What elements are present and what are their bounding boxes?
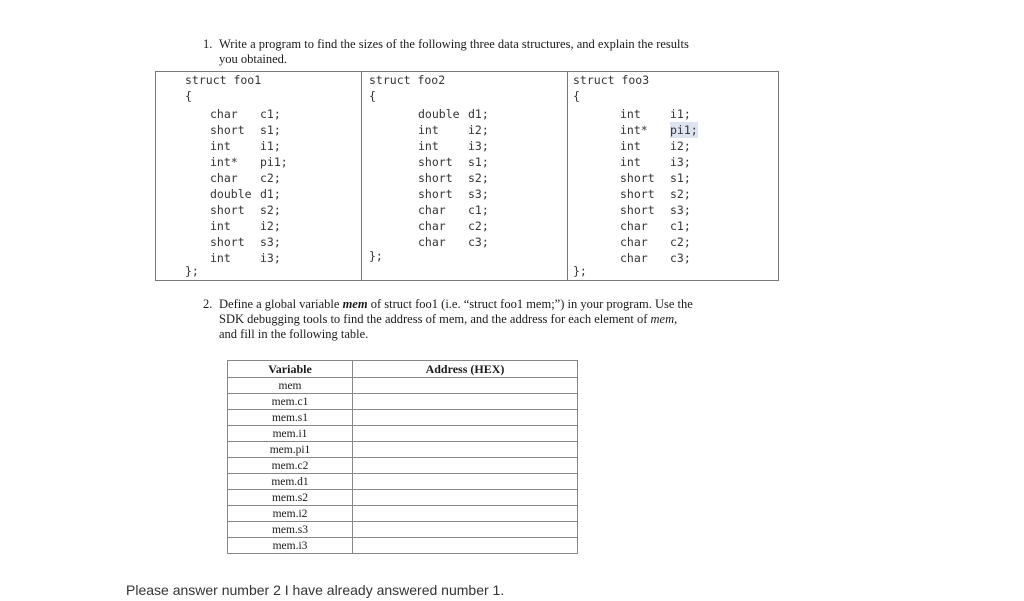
address-cell[interactable]	[353, 458, 578, 474]
field-name: i2;	[670, 139, 691, 153]
struct-field	[418, 106, 489, 122]
field-name: s2;	[670, 187, 691, 201]
header-address: Address (HEX)	[353, 361, 578, 378]
address-cell[interactable]	[353, 522, 578, 538]
struct-field	[620, 170, 698, 186]
struct-foo1-cell	[156, 72, 362, 281]
address-cell[interactable]	[353, 426, 578, 442]
struct-field	[210, 218, 288, 234]
variable-cell: mem.c1	[228, 394, 353, 410]
variable-cell: mem.s3	[228, 522, 353, 538]
variable-cell: mem.i3	[228, 538, 353, 554]
field-type: char	[418, 235, 446, 249]
struct-field	[620, 218, 698, 234]
field-name: s2;	[260, 203, 281, 217]
variable-cell: mem.s2	[228, 490, 353, 506]
struct-field	[210, 234, 288, 250]
struct-foo3-fields	[620, 106, 698, 266]
field-type: int	[620, 155, 641, 169]
table-row	[228, 378, 578, 394]
field-type: short	[210, 203, 245, 217]
address-cell[interactable]	[353, 442, 578, 458]
struct-field	[210, 106, 288, 122]
field-name: c3;	[468, 235, 489, 249]
question-2-line1-a: Define a global variable	[219, 297, 343, 311]
struct-foo1-fields	[210, 106, 288, 266]
table-row	[228, 394, 578, 410]
address-cell[interactable]	[353, 378, 578, 394]
struct-field	[620, 186, 698, 202]
field-type: short	[210, 235, 245, 249]
variable-cell: mem.d1	[228, 474, 353, 490]
table-row	[228, 506, 578, 522]
field-type: int	[620, 107, 641, 121]
field-name: c2;	[260, 171, 281, 185]
address-cell[interactable]	[353, 394, 578, 410]
field-type: char	[210, 107, 238, 121]
field-type: int	[418, 139, 439, 153]
field-type: short	[418, 187, 453, 201]
field-name: d1;	[468, 107, 489, 121]
field-type: short	[418, 171, 453, 185]
user-note: Please answer number 2 I have already answered number 1.	[126, 582, 505, 598]
struct-foo2-close-brace: };	[369, 249, 383, 263]
field-name: i3;	[468, 139, 489, 153]
struct-foo2-name: struct foo2	[369, 73, 446, 87]
question-2	[203, 297, 763, 342]
field-type: int	[210, 251, 231, 265]
field-name: d1;	[260, 187, 281, 201]
field-name: i1;	[670, 107, 691, 121]
field-type: short	[620, 203, 655, 217]
struct-field	[210, 154, 288, 170]
question-2-mem-emphasis: mem	[342, 297, 368, 311]
field-type: int*	[210, 155, 238, 169]
field-name: pi1;	[670, 123, 698, 137]
field-name: s3;	[670, 203, 691, 217]
table-row	[228, 490, 578, 506]
field-name: c3;	[670, 251, 691, 265]
address-cell[interactable]	[353, 410, 578, 426]
field-name: s2;	[468, 171, 489, 185]
table-row	[228, 474, 578, 490]
variable-cell: mem.i2	[228, 506, 353, 522]
question-1-number: 1.	[203, 37, 213, 51]
question-2-number: 2.	[203, 297, 213, 311]
field-type: char	[620, 251, 648, 265]
question-1-text-line1: Write a program to find the sizes of the following three data structures, and explain the results	[219, 37, 689, 51]
struct-definitions-table	[155, 71, 779, 281]
question-2-line3: and fill in the following table.	[219, 327, 369, 341]
struct-field	[210, 186, 288, 202]
struct-field	[418, 234, 489, 250]
struct-field	[418, 122, 489, 138]
field-name: s3;	[260, 235, 281, 249]
struct-field	[620, 234, 698, 250]
variable-cell: mem.i1	[228, 426, 353, 442]
header-variable: Variable	[228, 361, 353, 378]
struct-foo3-open-brace: {	[573, 89, 580, 103]
field-name: c2;	[468, 219, 489, 233]
field-type: int	[210, 139, 231, 153]
field-type: char	[418, 219, 446, 233]
struct-field	[620, 138, 698, 154]
field-name: pi1;	[260, 155, 288, 169]
field-name: s1;	[468, 155, 489, 169]
address-table	[227, 360, 578, 554]
address-cell[interactable]	[353, 538, 578, 554]
field-type: int	[210, 219, 231, 233]
variable-cell: mem.pi1	[228, 442, 353, 458]
table-row	[228, 522, 578, 538]
question-1	[203, 37, 763, 67]
struct-foo3-close-brace: };	[573, 264, 587, 278]
struct-field	[418, 138, 489, 154]
field-name: c2;	[670, 235, 691, 249]
table-row	[228, 442, 578, 458]
field-type: char	[620, 235, 648, 249]
struct-field	[210, 138, 288, 154]
struct-foo1-open-brace: {	[185, 89, 192, 103]
field-type: short	[418, 155, 453, 169]
struct-foo2-cell	[362, 72, 568, 281]
field-type: char	[620, 219, 648, 233]
struct-foo3-name: struct foo3	[573, 73, 650, 87]
struct-field	[620, 250, 698, 266]
field-name: c1;	[260, 107, 281, 121]
field-name: s3;	[468, 187, 489, 201]
struct-foo2-fields	[418, 106, 489, 250]
field-name: i2;	[468, 123, 489, 137]
field-type: int	[418, 123, 439, 137]
field-type: int*	[620, 123, 648, 137]
field-type: double	[210, 187, 252, 201]
question-2-line2-a: SDK debugging tools to find the address of mem, and the address for each element of	[219, 312, 651, 326]
struct-field	[418, 186, 489, 202]
field-type: int	[620, 139, 641, 153]
field-type: double	[418, 107, 460, 121]
struct-field	[620, 154, 698, 170]
struct-field	[620, 202, 698, 218]
question-1-text-line2: you obtained.	[219, 52, 288, 66]
field-name: c1;	[670, 219, 691, 233]
address-cell[interactable]	[353, 506, 578, 522]
field-name: i3;	[260, 251, 281, 265]
address-cell[interactable]	[353, 474, 578, 490]
field-type: char	[210, 171, 238, 185]
struct-field	[210, 202, 288, 218]
table-row	[228, 410, 578, 426]
table-row	[228, 426, 578, 442]
field-type: short	[620, 171, 655, 185]
field-name: c1;	[468, 203, 489, 217]
table-row	[228, 538, 578, 554]
variable-cell: mem.s1	[228, 410, 353, 426]
struct-foo3-cell	[568, 72, 779, 281]
struct-field	[418, 218, 489, 234]
field-name: i2;	[260, 219, 281, 233]
question-2-mem-italic: mem,	[650, 312, 678, 326]
field-name: s1;	[260, 123, 281, 137]
struct-foo1-name: struct foo1	[185, 73, 262, 87]
field-name: s1;	[670, 171, 691, 185]
struct-field	[620, 106, 698, 122]
struct-field	[418, 154, 489, 170]
struct-foo2-open-brace: {	[369, 89, 376, 103]
field-name: i3;	[670, 155, 691, 169]
field-type: char	[418, 203, 446, 217]
address-cell[interactable]	[353, 490, 578, 506]
struct-foo1-close-brace: };	[185, 264, 199, 278]
question-2-line1-c: of struct foo1 (i.e. “struct foo1 mem;”) in your program. Use the	[367, 297, 693, 311]
struct-field	[620, 122, 698, 138]
table-row	[228, 458, 578, 474]
variable-cell: mem	[228, 378, 353, 394]
field-name: i1;	[260, 139, 281, 153]
variable-cell: mem.c2	[228, 458, 353, 474]
struct-field	[210, 122, 288, 138]
struct-field	[210, 170, 288, 186]
field-type: short	[620, 187, 655, 201]
struct-field	[210, 250, 288, 266]
struct-field	[418, 202, 489, 218]
struct-field	[418, 170, 489, 186]
field-type: short	[210, 123, 245, 137]
